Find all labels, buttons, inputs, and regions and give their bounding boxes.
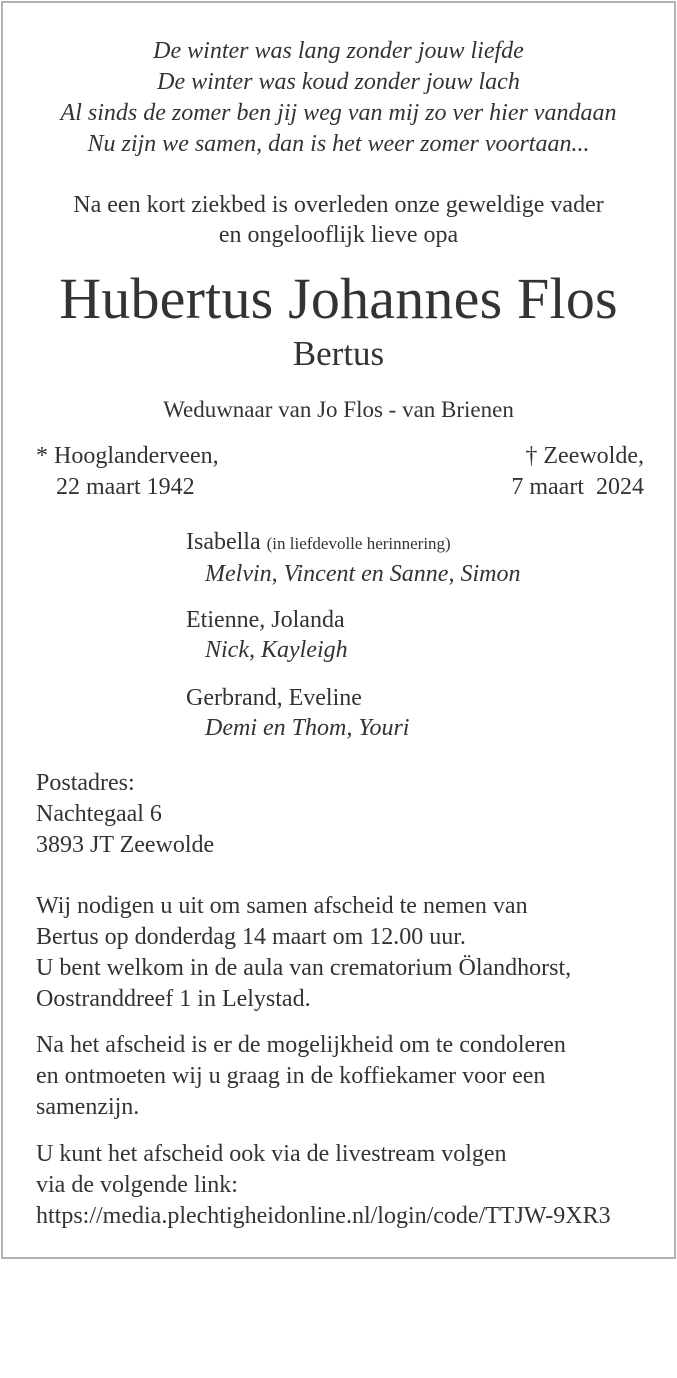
obituary-card [1,1,676,1259]
poem-line: De winter was lang zonder jouw liefde [153,38,524,64]
family-group [186,527,520,589]
invitation-line: U bent welkom in de aula van crematorium Ölandhorst, [36,955,572,981]
livestream-link[interactable]: https://media.plechtigheidonline.nl/login/code/TTJW-9XR3 [36,1203,611,1229]
intro-line: Na een kort ziekbed is overleden onze geweldige vader [73,192,604,218]
death-place: † Zeewolde, [525,443,644,469]
poem-line: Nu zijn we samen, dan is het weer zomer voortaan... [87,131,590,157]
poem-line: Al sinds de zomer ben jij weg van mij zo ver hier vandaan [60,100,617,126]
deceased-nickname: Bertus [292,334,385,373]
family-group [186,683,409,743]
family-note: (in liefdevolle herinnering) [266,534,451,553]
condolence-line: Na het afscheid is er de mogelijkheid om te condoleren [36,1032,566,1058]
condolence-line: en ontmoeten wij u graag in de koffiekamer voor een [36,1063,546,1089]
family-children: Demi en Thom, Youri [205,715,410,741]
poem [3,36,674,160]
livestream-text [36,1139,611,1232]
family-children: Nick, Kayleigh [205,637,348,663]
family-children: Melvin, Vincent en Sanne, Simon [205,561,521,587]
death-info [511,441,644,503]
invitation-text [36,891,571,1015]
condolence-text [36,1030,566,1123]
family-parents: Etienne, Jolanda [186,607,345,633]
death-date: 7 maart 2024 [511,474,644,500]
poem-line: De winter was koud zonder jouw lach [157,69,520,95]
livestream-line: U kunt het afscheid ook via de livestream volgen [36,1141,507,1167]
family-parents: Isabella [186,529,261,555]
birth-place: * Hooglanderveen, [36,443,219,469]
postal-address [36,768,214,861]
deceased-full-name: Hubertus Johannes Flos [59,266,618,331]
birth-date: 22 maart 1942 [56,474,195,500]
address-line: Postadres: [36,770,135,796]
family-parents: Gerbrand, Eveline [186,685,362,711]
address-line: 3893 JT Zeewolde [36,832,215,858]
livestream-line: via de volgende link: [36,1172,238,1198]
invitation-line: Bertus op donderdag 14 maart om 12.00 uur. [36,924,466,950]
announcement-intro [3,190,674,250]
invitation-line: Wij nodigen u uit om samen afscheid te nemen van [36,893,528,919]
widower-line: Weduwnaar van Jo Flos - van Brienen [163,397,514,422]
intro-line: en ongelooflijk lieve opa [218,222,459,248]
condolence-line: samenzijn. [36,1094,140,1120]
birth-info [36,441,219,503]
address-line: Nachtegaal 6 [36,801,162,827]
invitation-line: Oostranddreef 1 in Lelystad. [36,986,311,1012]
family-group [186,605,348,665]
